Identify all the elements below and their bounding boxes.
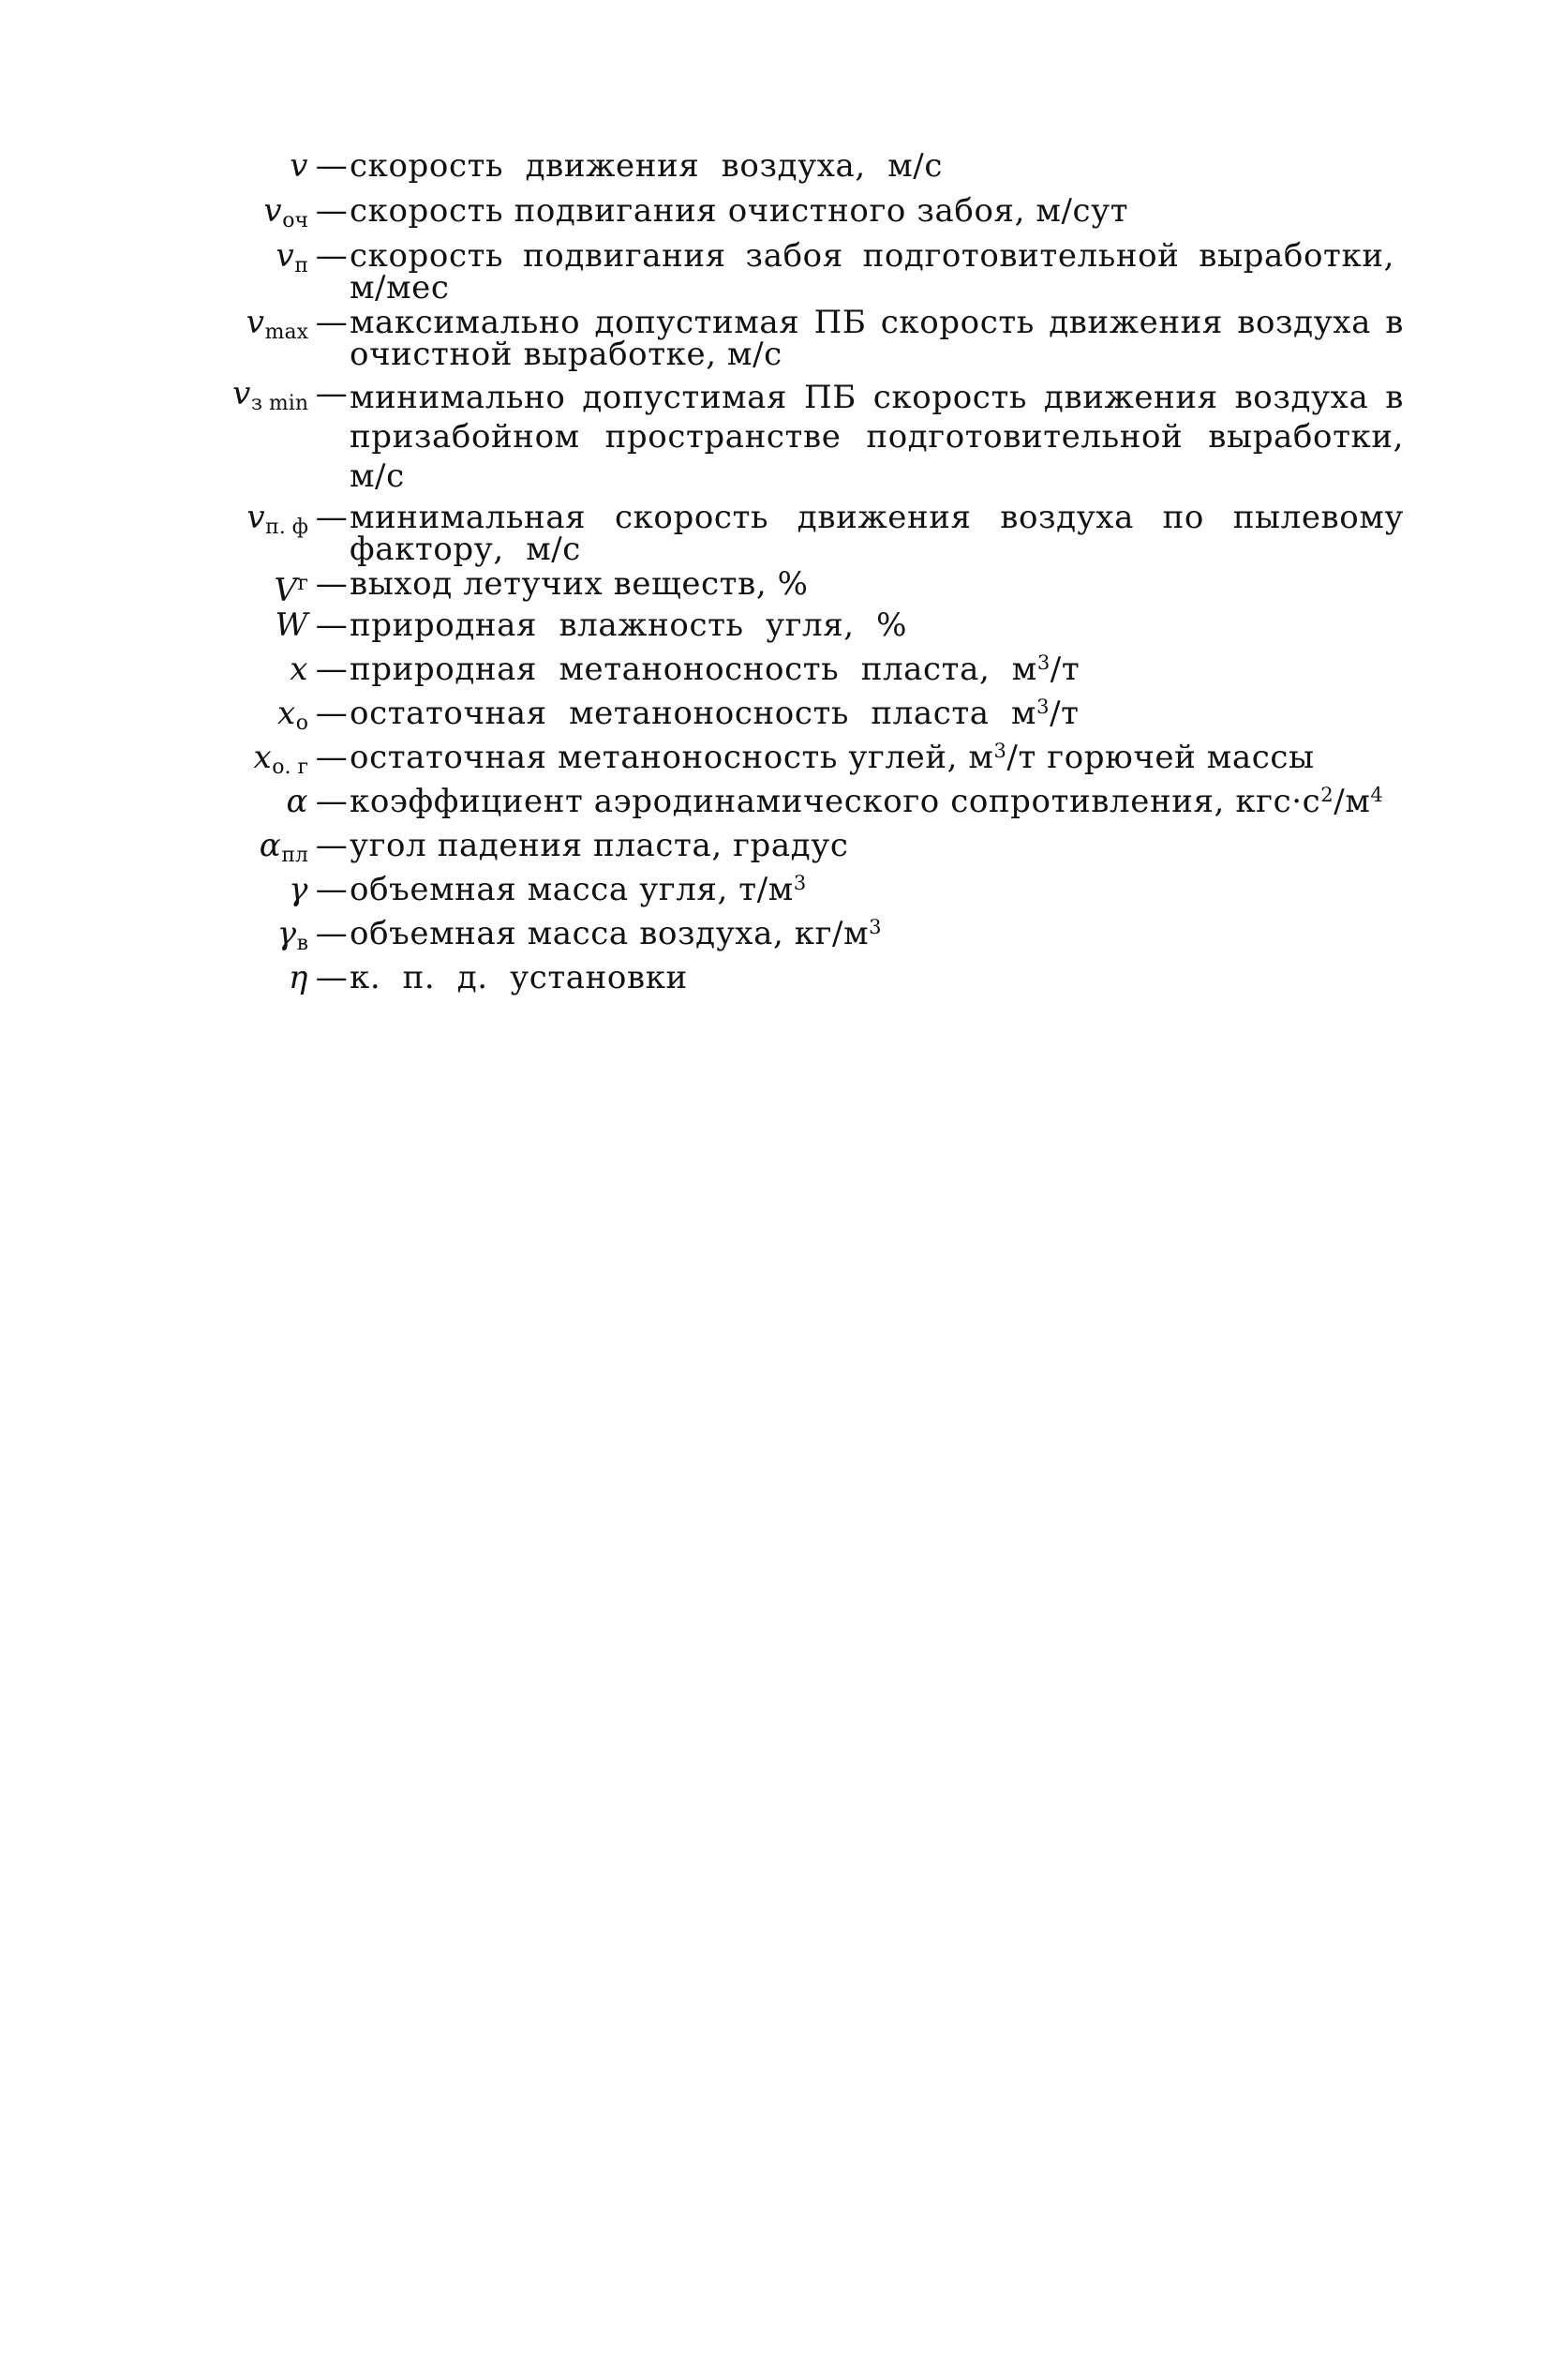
notation-entry [0, 192, 1550, 237]
em-dash: — [315, 304, 349, 341]
notation-description: максимально допустимая ПБ скорость движения воздуха в очистной выработке, м/с [350, 304, 1404, 373]
notation-symbol: $x_о$ [276, 695, 308, 735]
notation-entry [0, 304, 1550, 373]
em-dash: — [315, 499, 349, 536]
notation-entry [0, 783, 1550, 828]
notation-symbol: $\gamma_в$ [276, 915, 308, 955]
em-dash: — [315, 192, 349, 230]
notation-symbol: $v_{п. ф}$ [246, 499, 308, 539]
notation-symbol: v [290, 147, 308, 185]
notation-symbol: x [290, 651, 308, 688]
notation-symbol: γ [289, 871, 308, 908]
notation-description: природная влажность угля, % [350, 606, 908, 644]
notation-symbol: $v_{з min}$ [232, 375, 308, 415]
notation-entry [0, 959, 1550, 1004]
notation-symbol: α [286, 783, 308, 820]
notation-description: минимально допустимая ПБ скорость движения воздуха в призабойном пространстве подготовительной выработки, м/с [350, 379, 1404, 495]
notation-entry [0, 827, 1550, 872]
notation-description: коэффициент аэродинамического сопротивления, $кгс\cdot с^2/м^4$ [350, 783, 1384, 820]
notation-description: остаточная метаноносность пласта $м^3/т$ [350, 695, 1080, 732]
notation-symbol: $v_{max}$ [246, 304, 308, 344]
em-dash: — [315, 565, 349, 603]
notation-description: природная метаноносность пласта, $м^3/т$ [350, 651, 1081, 688]
notation-description: остаточная метаноносность углей, $м^3/т$ горючей массы [350, 739, 1315, 776]
notation-symbol: η [289, 959, 308, 996]
notation-entry [0, 871, 1550, 916]
em-dash: — [315, 695, 349, 732]
em-dash: — [315, 651, 349, 688]
notation-description: угол падения пласта, градус [350, 827, 849, 864]
notation-entry [0, 697, 1550, 740]
notation-description: скорость подвигания забоя подготовительной выработки, м/мес [350, 237, 1394, 307]
notation-symbol: $V^г$ [274, 572, 308, 609]
notation-list [0, 147, 1550, 1004]
notation-entry [0, 375, 1550, 496]
notation-entry [0, 653, 1550, 696]
em-dash: — [315, 237, 349, 275]
notation-description: объемная масса воздуха, $кг/м^3$ [350, 915, 883, 952]
notation-entry [0, 606, 1550, 651]
notation-description: скорость подвигания очистного забоя, м/сут [350, 192, 1129, 230]
em-dash: — [315, 375, 349, 412]
em-dash: — [315, 871, 349, 908]
notation-description: объемная масса угля, $т/м^3$ [350, 871, 807, 908]
em-dash: — [315, 783, 349, 820]
notation-symbol: $x_{о. г}$ [253, 739, 308, 779]
notation-description: выход летучих веществ, % [350, 565, 809, 603]
notation-entry [0, 741, 1550, 784]
em-dash: — [315, 606, 349, 644]
notation-symbol: $v_{оч}$ [263, 192, 308, 232]
notation-description: минимальная скорость движения воздуха по пылевому фактору, м/с [350, 499, 1404, 568]
notation-description: к. п. д. установки [350, 959, 688, 996]
notation-symbol: $v_п$ [276, 237, 308, 277]
notation-entry [0, 147, 1550, 192]
em-dash: — [315, 959, 349, 996]
em-dash: — [315, 147, 349, 185]
em-dash: — [315, 915, 349, 952]
notation-entry [0, 499, 1550, 568]
notation-entry [0, 915, 1550, 960]
notation-entry [0, 237, 1550, 307]
em-dash: — [315, 827, 349, 864]
notation-entry [0, 565, 1550, 609]
em-dash: — [315, 739, 349, 776]
notation-symbol: W [275, 606, 308, 644]
notation-symbol: $\alpha_{пл}$ [259, 827, 308, 867]
notation-description: скорость движения воздуха, м/с [350, 147, 943, 185]
